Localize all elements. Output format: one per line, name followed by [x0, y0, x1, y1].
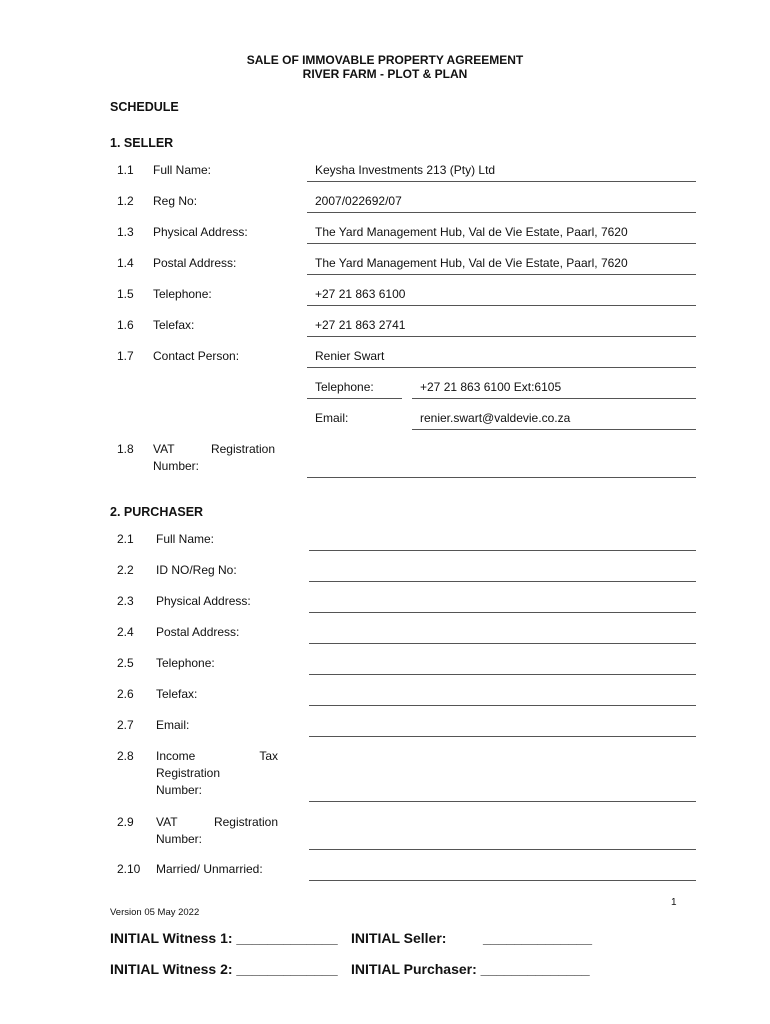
fill-line: [307, 243, 696, 244]
row-number: 2.5: [117, 656, 134, 670]
fill-line: [307, 212, 696, 213]
row-number: 1.5: [117, 287, 134, 301]
initial-witness-1: INITIAL Witness 1: _____________: [110, 930, 338, 946]
purchaser-vat-label: VAT Registration Number:: [156, 815, 278, 846]
initial-seller-blank: ______________: [483, 930, 593, 946]
row-number: 1.8: [117, 442, 134, 456]
row-number: 1.1: [117, 163, 134, 177]
seller-telephone-value: +27 21 863 6100: [315, 287, 406, 301]
income-tax-label: Income Tax Registration Number:: [156, 749, 278, 797]
row-number: 1.6: [117, 318, 134, 332]
contact-email-label: Email:: [315, 411, 349, 425]
purchaser-heading: 2. PURCHASER: [110, 505, 204, 519]
row-number: 2.9: [117, 815, 134, 829]
fill-line[interactable]: [309, 581, 696, 582]
fill-line[interactable]: [309, 705, 696, 706]
seller-postal-address-value: The Yard Management Hub, Val de Vie Estate, Paarl, 7620: [315, 256, 628, 270]
row-label: Telephone:: [156, 656, 215, 670]
row-number: 2.6: [117, 687, 134, 701]
row-label: Reg No:: [153, 194, 198, 208]
row-label: Email:: [156, 718, 190, 732]
row-number: 1.3: [117, 225, 134, 239]
fill-line: [307, 305, 696, 306]
row-label: Physical Address:: [156, 594, 251, 608]
row-number: 2.10: [117, 862, 141, 876]
fill-line[interactable]: [309, 849, 696, 850]
row-label: Postal Address:: [156, 625, 240, 639]
fill-line: [412, 398, 696, 399]
fill-line[interactable]: [309, 550, 696, 551]
seller-telefax-value: +27 21 863 2741: [315, 318, 406, 332]
contact-telephone-label: Telephone:: [315, 380, 374, 394]
seller-contact-person-value: Renier Swart: [315, 349, 385, 363]
fill-line[interactable]: [309, 880, 696, 881]
fill-line: [412, 429, 696, 430]
row-number: 2.4: [117, 625, 134, 639]
seller-reg-no-value: 2007/022692/07: [315, 194, 402, 208]
contact-telephone-value: +27 21 863 6100 Ext:6105: [420, 380, 562, 394]
fill-line[interactable]: [309, 674, 696, 675]
fill-line: [307, 367, 696, 368]
row-number: 2.2: [117, 563, 134, 577]
fill-line: [307, 274, 696, 275]
fill-line: [307, 477, 696, 478]
schedule-heading: SCHEDULE: [110, 100, 179, 114]
row-label: Telefax:: [153, 318, 195, 332]
row-label: Full Name:: [156, 532, 215, 546]
initial-seller: INITIAL Seller:: [351, 930, 447, 946]
seller-full-name-value: Keysha Investments 213 (Pty) Ltd: [315, 163, 496, 177]
fill-line: [307, 398, 402, 399]
row-label: Contact Person:: [153, 349, 240, 363]
row-label: Full Name:: [153, 163, 212, 177]
fill-line[interactable]: [309, 643, 696, 644]
row-number: 1.2: [117, 194, 134, 208]
document-title: SALE OF IMMOVABLE PROPERTY AGREEMENT: [246, 53, 524, 67]
row-number: 1.4: [117, 256, 134, 270]
row-label: Telefax:: [156, 687, 198, 701]
row-number: 2.7: [117, 718, 134, 732]
page-number: 1: [671, 897, 677, 908]
seller-physical-address-value: The Yard Management Hub, Val de Vie Estate, Paarl, 7620: [315, 225, 628, 239]
row-number: 2.1: [117, 532, 134, 546]
initial-purchaser: INITIAL Purchaser: ______________: [351, 961, 590, 977]
seller-vat-label: VAT Registration Number:: [153, 442, 275, 473]
fill-line: [307, 336, 696, 337]
row-label: ID NO/Reg No:: [156, 563, 237, 577]
row-number: 2.8: [117, 749, 134, 763]
contact-email-value: renier.swart@valdevie.co.za: [420, 411, 571, 425]
fill-line[interactable]: [309, 801, 696, 802]
fill-line: [307, 181, 696, 182]
fill-line[interactable]: [309, 612, 696, 613]
initial-witness-2: INITIAL Witness 2: _____________: [110, 961, 338, 977]
row-label: Married/ Unmarried:: [156, 862, 263, 876]
row-number: 1.7: [117, 349, 134, 363]
version-note: Version 05 May 2022: [110, 907, 200, 918]
seller-heading: 1. SELLER: [110, 136, 174, 150]
row-label: Physical Address:: [153, 225, 248, 239]
row-label: Postal Address:: [153, 256, 237, 270]
row-number: 2.3: [117, 594, 134, 608]
document-subtitle: RIVER FARM - PLOT & PLAN: [302, 67, 468, 81]
row-label: Telephone:: [153, 287, 212, 301]
fill-line[interactable]: [309, 736, 696, 737]
